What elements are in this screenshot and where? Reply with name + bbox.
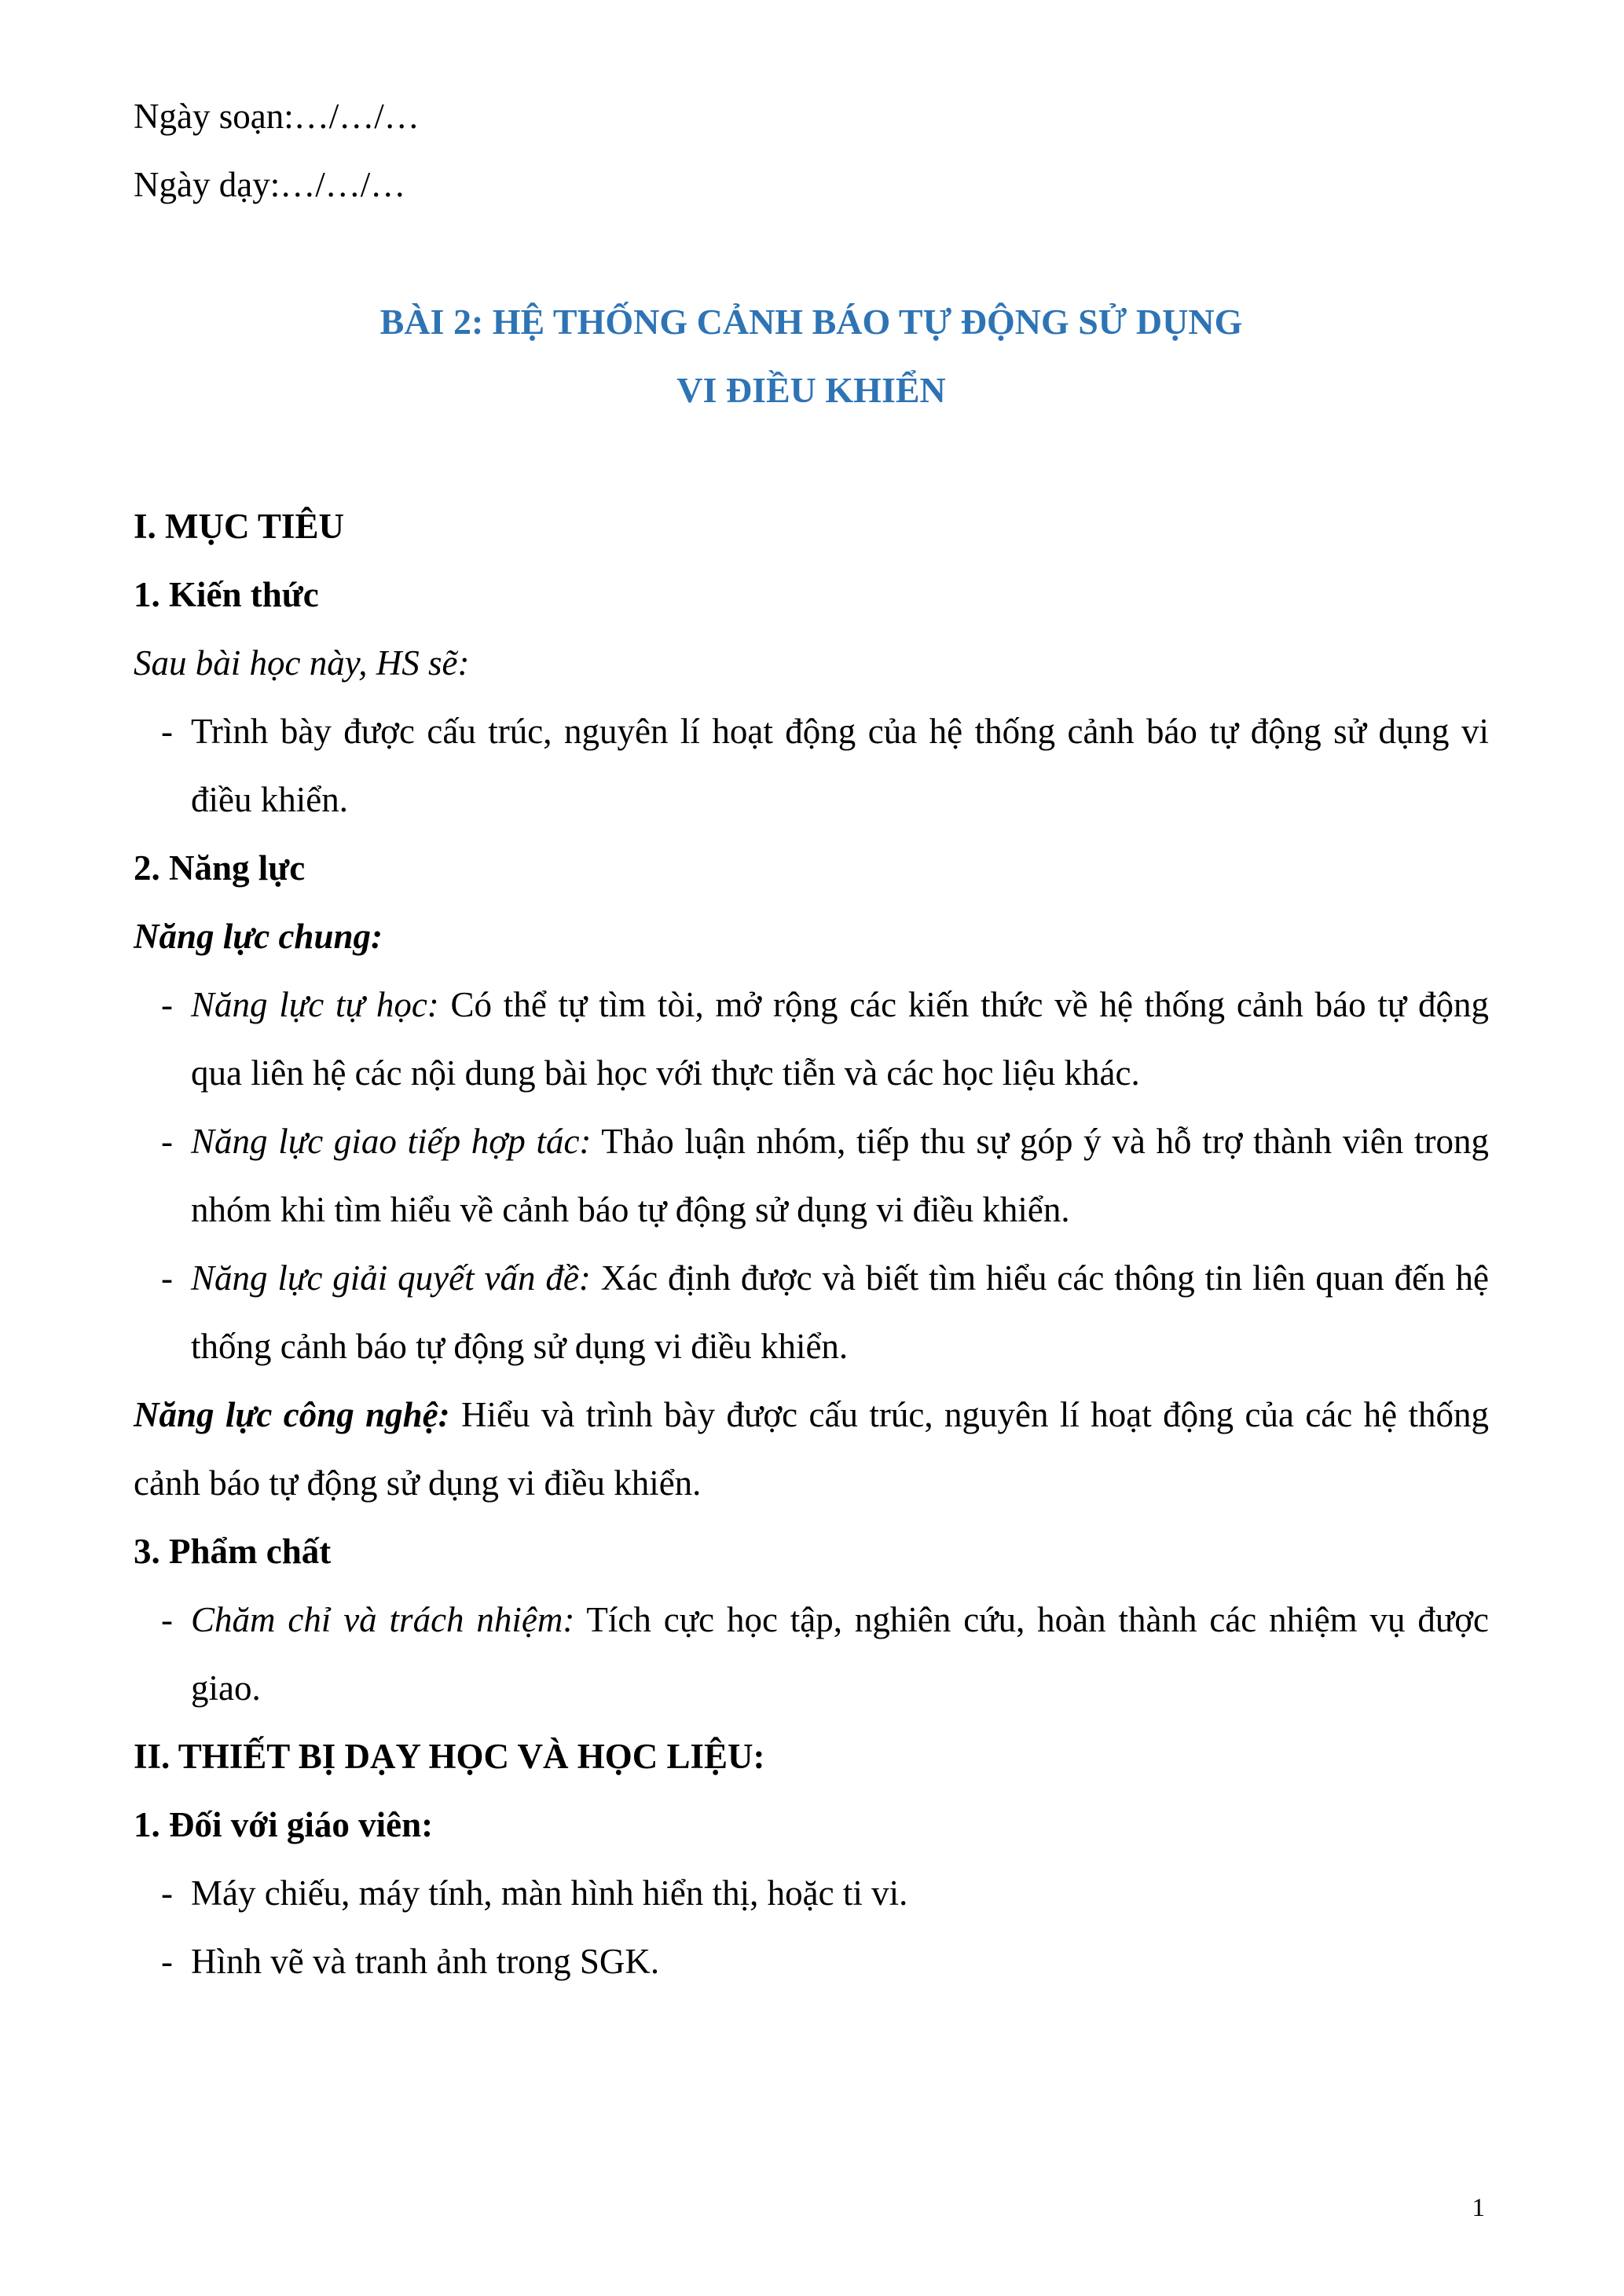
document-title-line-1: BÀI 2: HỆ THỐNG CẢNH BÁO TỰ ĐỘNG SỬ DỤNG [379,302,1243,342]
date-taught-line: Ngày dạy:…/…/… [134,165,406,204]
heading-nang-luc: 2. Năng lực [134,848,306,888]
list-item-nang-luc-tu-hoc [134,971,1489,1108]
heading-kien-thuc: 1. Kiến thức [134,575,319,614]
list-item-may-chieu [134,1859,1489,1928]
document-title [134,287,1489,424]
list-item-text: Máy chiếu, máy tính, màn hình hiển thị, hoặc ti vi. [191,1873,908,1913]
list-item-hinh-ve [134,1928,1489,1996]
list-item-nang-luc-giao-tiep [134,1108,1489,1244]
page-number: 1 [1472,2194,1485,2222]
heading-thiet-bi: II. THIẾT BỊ DẠY HỌC VÀ HỌC LIỆU: [134,1737,765,1776]
list-marker: - [161,1258,173,1298]
list-marker: - [161,1122,173,1161]
date-prepared-line: Ngày soạn:…/…/… [134,97,420,136]
nang-luc-cong-nghe-text: Hiểu và trình bày được cấu trúc, nguyên lí hoạt động của các hệ thống cảnh báo tự động sử dụng vi điều khiển. [134,1395,1489,1503]
list-item-kien-thuc [134,698,1489,834]
list-item-lead: Năng lực tự học: [191,985,439,1024]
list-item-text: Có thể tự tìm tòi, mở rộng các kiến thức về hệ thống cảnh báo tự động qua liên hệ các nội dung bài học với thực tiễn và các học liệu khác. [191,985,1489,1093]
list-item-text: Trình bày được cấu trúc, nguyên lí hoạt động của hệ thống cảnh báo tự động sử dụng vi điều khiển. [191,712,1489,819]
heading-muc-tieu: I. MỤC TIÊU [134,507,344,546]
nang-luc-cong-nghe-paragraph [134,1381,1489,1518]
list-item-text: Thảo luận nhóm, tiếp thu sự góp ý và hỗ trợ thành viên trong nhóm khi tìm hiểu về cảnh báo tự động sử dụng vi điều khiển. [191,1122,1489,1229]
list-item-text: Xác định được và biết tìm hiểu các thông tin liên quan đến hệ thống cảnh báo tự động sử dụng vi điều khiển. [191,1258,1490,1366]
list-item-pham-chat [134,1586,1489,1723]
document-title-line-2: VI ĐIỀU KHIỂN [676,370,946,410]
list-item-nang-luc-giai-quyet [134,1244,1489,1381]
list-item-lead: Chăm chỉ và trách nhiệm: [191,1600,575,1639]
list-item-text: Tích cực học tập, nghiên cứu, hoàn thành các nhiệm vụ được giao. [191,1600,1489,1708]
list-marker: - [161,985,173,1024]
list-marker: - [161,1942,173,1981]
list-item-lead: Năng lực giao tiếp hợp tác: [191,1122,592,1161]
kien-thuc-intro: Sau bài học này, HS sẽ: [134,643,470,683]
list-item-text: Hình vẽ và tranh ảnh trong SGK. [191,1942,660,1981]
nang-luc-cong-nghe-lead: Năng lực công nghệ: [134,1395,450,1434]
list-marker: - [161,1873,173,1913]
list-marker: - [161,712,173,751]
nang-luc-chung-label: Năng lực chung: [134,917,383,956]
list-item-lead: Năng lực giải quyết vấn đề: [191,1258,591,1298]
list-marker: - [161,1600,173,1639]
heading-pham-chat: 3. Phẩm chất [134,1532,332,1571]
heading-giao-vien: 1. Đối với giáo viên: [134,1805,434,1844]
